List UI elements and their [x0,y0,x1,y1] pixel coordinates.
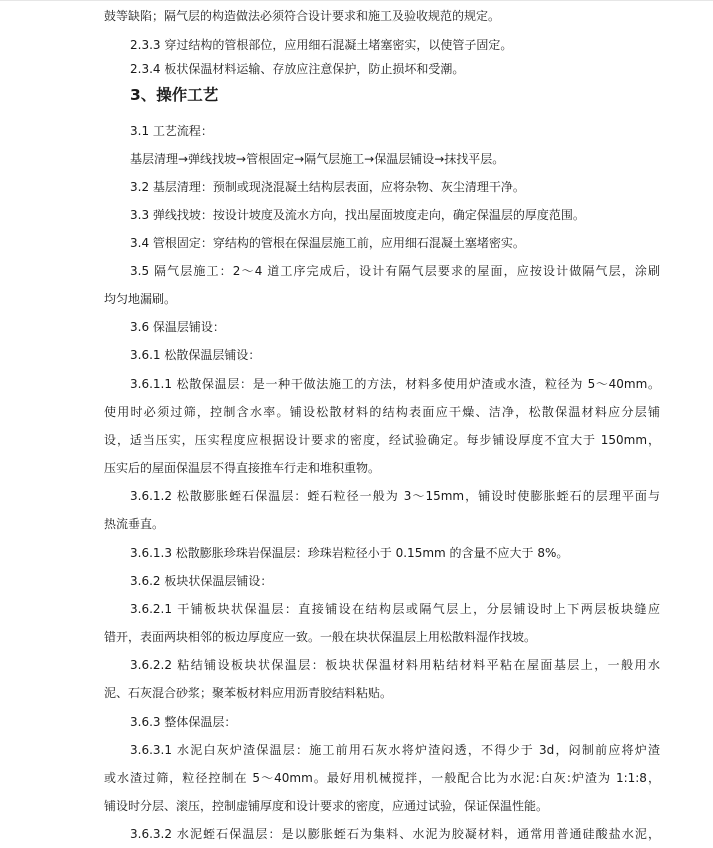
text-line-27: 3.6.3.1 水泥白灰炉渣保温层：施工前用石灰水将炉渣闷透，不得少于 3d，闷制前应将炉渣 [130,743,660,757]
text-line-30: 3.6.3.2 水泥蛭石保温层：是以膨胀蛭石为集料、水泥为胶凝材料，通常用普通硅酸盐水泥， [130,827,660,841]
text-line-9: 3.4 管根固定：穿结构的管根在保温层施工前，应用细石混凝土塞堵密实。 [130,236,525,250]
text-line-21: 3.6.2 板块状保温层铺设： [130,574,273,588]
text-line-13: 3.6.1 松散保温层铺设： [130,348,261,362]
text-line-1: 鼓等缺陷；隔气层的构造做法必须符合设计要求和施工及验收规范的规定。 [104,9,501,23]
section-heading: 3、操作工艺 [130,86,219,104]
text-line-7: 3.2 基层清理：预制或现浇混凝土结构层表面，应将杂物、灰尘清理干净。 [130,180,525,194]
text-line-17: 压实后的屋面保温层不得直接推车行走和堆积重物。 [104,461,381,475]
text-line-14: 3.6.1.1 松散保温层：是一种干做法施工的方法，材料多使用炉渣或水渣，粒径为 5～40mm。 [130,377,660,391]
text-line-19: 热流垂直。 [104,517,165,531]
text-line-24: 3.6.2.2 粘结铺设板块状保温层：板块状保温材料用粘结材料平粘在屋面基层上，一般用水 [130,658,660,672]
text-line-18: 3.6.1.2 松散膨胀蛭石保温层：蛭石粒径一般为 3～15mm，铺设时使膨胀蛭石的层理平面与 [130,489,660,503]
text-line-12: 3.6 保温层铺设： [130,320,225,334]
text-line-26: 3.6.3 整体保温层： [130,715,237,729]
text-line-28: 或水渣过筛，粒径控制在 5～40mm。最好用机械搅拌，一般配合比为水泥:白灰:炉渣为 1:1:8， [104,771,660,785]
text-line-23: 错开，表面两块相邻的板边厚度应一致。一般在块状保温层上用松散料湿作找坡。 [104,630,537,644]
text-line-3: 2.3.4 板状保温材料运输、存放应注意保护，防止损坏和受潮。 [130,62,465,76]
text-line-20: 3.6.1.3 松散膨胀珍珠岩保温层：珍珠岩粒径小于 0.15mm 的含量不应大于 8%。 [130,546,569,560]
text-line-16: 设，适当压实，压实程度应根据设计要求的密度，经试验确定。每步铺设厚度不宜大于 150mm， [104,433,660,447]
text-line-22: 3.6.2.1 干铺板块状保温层：直接铺设在结构层或隔气层上，分层铺设时上下两层板块缝应 [130,602,660,616]
text-line-5: 3.1 工艺流程： [130,124,213,138]
text-line-10: 3.5 隔气层施工：2～4 道工序完成后，设计有隔气层要求的屋面，应按设计做隔气层，涂刷 [130,264,660,278]
text-line-15: 使用时必须过筛，控制含水率。铺设松散材料的结构表面应干燥、洁净，松散保温材料应分层铺 [104,405,660,419]
text-line-25: 泥、石灰混合砂浆；聚苯板材料应用沥青胶结料粘贴。 [104,686,393,700]
text-line-6: 基层清理→弹线找坡→管根固定→隔气层施工→保温层铺设→抹找平层。 [130,152,505,166]
text-line-8: 3.3 弹线找坡：按设计坡度及流水方向，找出屋面坡度走向，确定保温层的厚度范围。 [130,208,585,222]
text-line-2: 2.3.3 穿过结构的管根部位，应用细石混凝土堵塞密实，以使管子固定。 [130,38,513,52]
page-top-edge [0,0,713,1]
text-line-11: 均匀地漏刷。 [104,292,177,306]
text-line-29: 铺设时分层、滚压，控制虚铺厚度和设计要求的密度，应通过试验，保证保温性能。 [104,799,549,813]
